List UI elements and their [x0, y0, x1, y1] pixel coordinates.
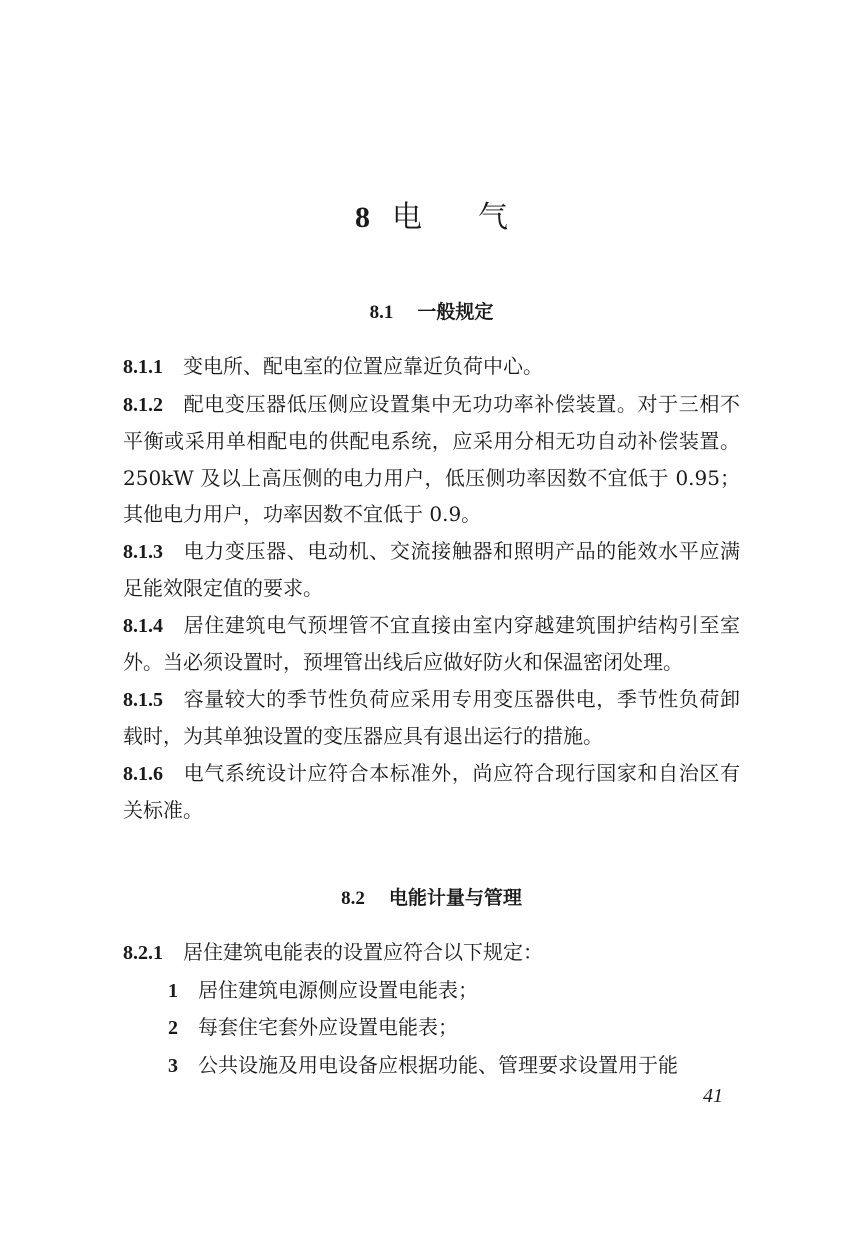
- item-number: 1: [168, 979, 178, 1002]
- clause-text: 电力变压器、电动机、交流接触器和照明产品的能效水平应满足能效限定值的要求。: [123, 538, 740, 600]
- chapter-title-part-2: 气: [478, 200, 508, 235]
- section-8-1-body: [123, 348, 740, 829]
- clause-8-1-3: [123, 533, 740, 607]
- clause-text: 居住建筑电能表的设置应符合以下规定：: [183, 940, 543, 964]
- section-title: 一般规定: [417, 301, 494, 323]
- list-item: [123, 1009, 740, 1047]
- clause-number: 8.1.5: [123, 688, 163, 711]
- clause-number: 8.1.2: [123, 393, 163, 416]
- section-8-2-body: [123, 934, 740, 1084]
- section-heading-8-1: [0, 299, 863, 326]
- list-item: [123, 972, 740, 1010]
- clause-number: 8.1.4: [123, 614, 163, 637]
- section-heading-8-2: [0, 885, 863, 912]
- clause-8-1-5: [123, 681, 740, 755]
- clause-8-2-1: [123, 934, 740, 972]
- chapter-heading: [0, 198, 863, 238]
- item-text: 居住建筑电源侧应设置电能表；: [198, 977, 478, 1002]
- section-title: 电能计量与管理: [388, 887, 522, 909]
- item-text: 公共设施及用电设备应根据功能、管理要求设置用于能: [198, 1052, 678, 1077]
- chapter-title-part-1: 电: [392, 200, 422, 235]
- clause-number: 8.2.1: [123, 942, 163, 964]
- chapter-number: 8: [355, 201, 370, 234]
- clause-number: 8.1.1: [123, 356, 163, 378]
- clause-8-1-2: [123, 386, 740, 533]
- clause-number: 8.1.3: [123, 540, 163, 563]
- clause-text: 配电变压器低压侧应设置集中无功功率补偿装置。对于三相不平衡或采用单相配电的供配电系统，应采用分相无功自动补偿装置。250kW 及以上高压侧的电力用户，低压侧功率因数不宜低于 0.95；其他电力用户，功率因数不宜低于 0.9。: [123, 391, 740, 526]
- section-number: 8.2: [341, 888, 365, 909]
- item-number: 3: [168, 1054, 178, 1077]
- clause-8-1-6: [123, 755, 740, 829]
- clause-text: 容量较大的季节性负荷应采用专用变压器供电，季节性负荷卸载时，为其单独设置的变压器应具有退出运行的措施。: [123, 686, 740, 748]
- clause-text: 居住建筑电气预埋管不宜直接由室内穿越建筑围护结构引至室外。当必须设置时，预埋管出线后应做好防火和保温密闭处理。: [123, 612, 740, 674]
- list-item: [123, 1047, 740, 1085]
- clause-8-1-1: [123, 348, 740, 386]
- clause-8-1-4: [123, 607, 740, 681]
- clause-text: 电气系统设计应符合本标准外，尚应符合现行国家和自治区有关标准。: [123, 760, 740, 822]
- clause-text: 变电所、配电室的位置应靠近负荷中心。: [183, 354, 543, 378]
- page-number: 41: [703, 1085, 723, 1107]
- item-number: 2: [168, 1017, 178, 1039]
- clause-number: 8.1.6: [123, 762, 163, 785]
- item-text: 每套住宅套外应设置电能表；: [198, 1015, 458, 1039]
- section-number: 8.1: [369, 302, 394, 323]
